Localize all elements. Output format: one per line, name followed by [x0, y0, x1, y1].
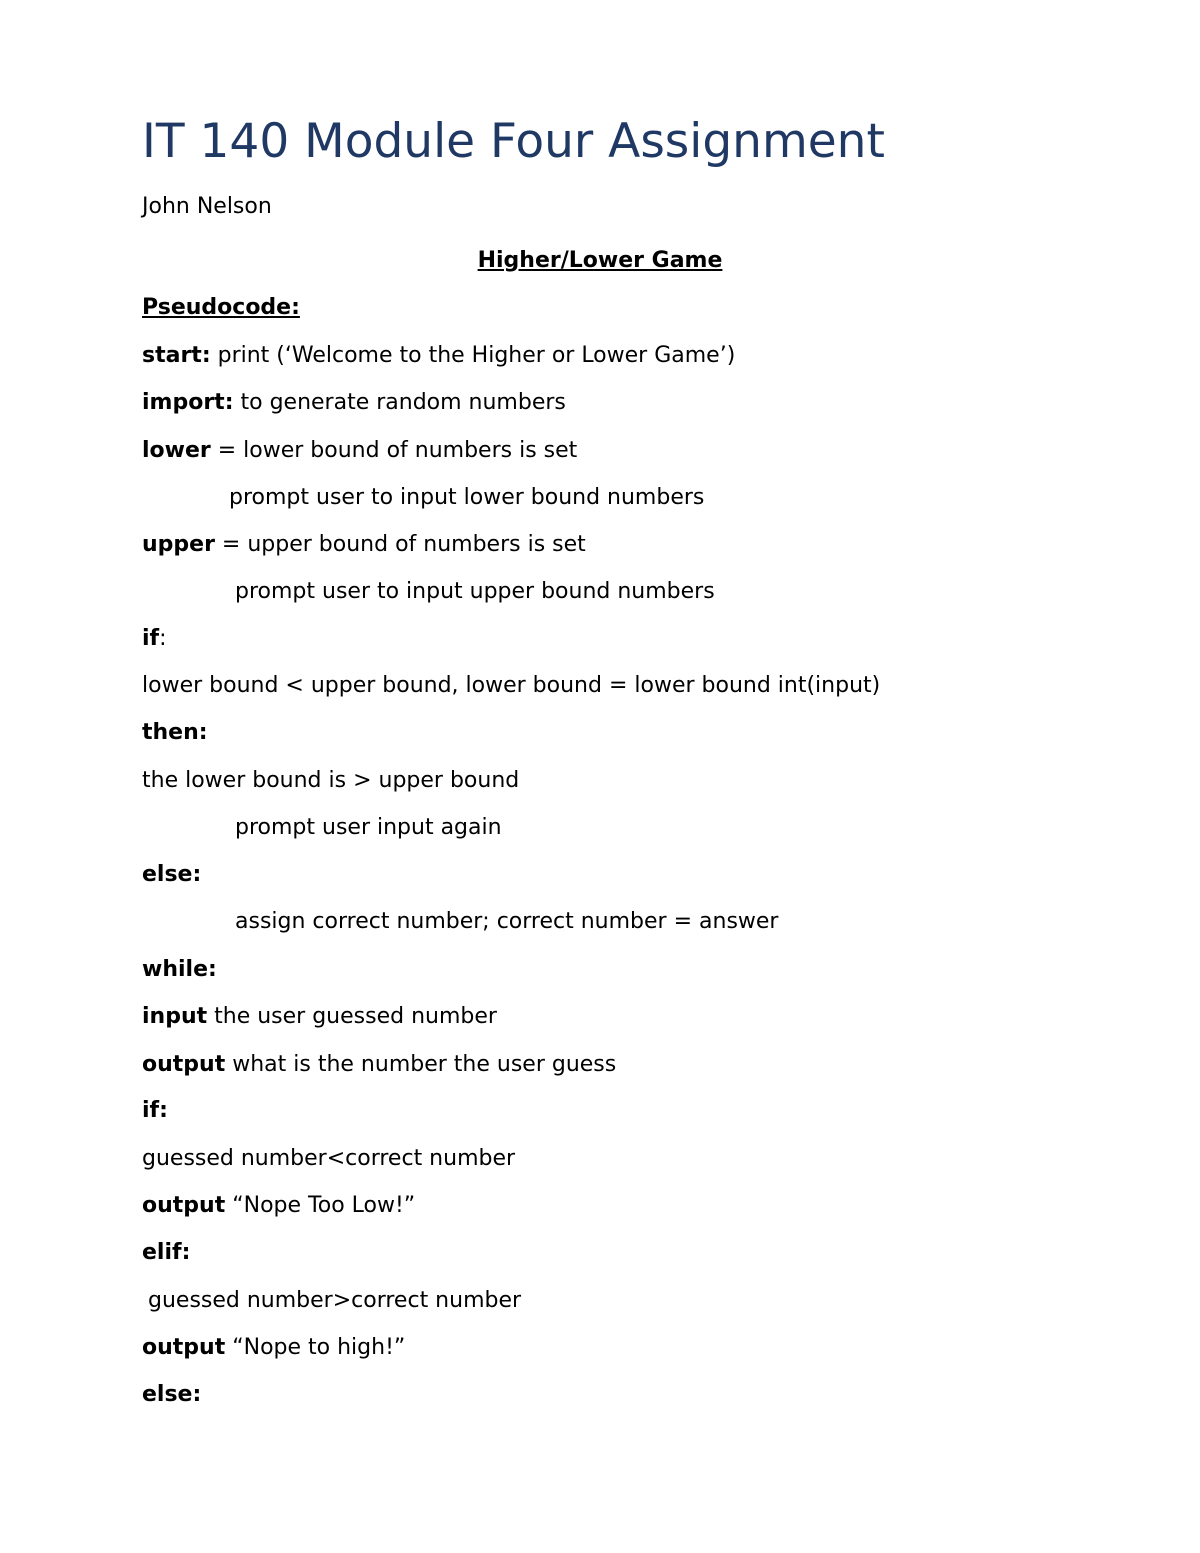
pseudocode-text: assign correct number; correct number = answer [235, 909, 779, 934]
pseudocode-keyword: upper [142, 532, 215, 557]
pseudocode-text: guessed number>correct number [148, 1288, 522, 1313]
pseudocode-keyword: input [142, 1004, 208, 1029]
pseudocode-keyword: elif: [142, 1240, 191, 1265]
pseudocode-line [235, 577, 715, 607]
pseudocode-text: prompt user to input upper bound numbers [235, 579, 715, 604]
document-subtitle: Higher/Lower Game [477, 248, 723, 273]
pseudocode-text: “Nope Too Low!” [225, 1193, 416, 1218]
pseudocode-line [142, 530, 586, 560]
pseudocode-line [235, 813, 502, 843]
pseudocode-line [142, 955, 217, 985]
pseudocode-line [142, 624, 167, 654]
pseudocode-line [142, 1096, 168, 1126]
pseudocode-keyword: if: [142, 1098, 168, 1123]
pseudocode-text: the user guessed number [207, 1004, 497, 1029]
document-title: IT 140 Module Four Assignment [142, 114, 885, 169]
pseudocode-text: prompt user to input lower bound numbers [229, 485, 705, 510]
pseudocode-line [142, 1238, 190, 1268]
pseudocode-text: “Nope to high!” [225, 1335, 406, 1360]
pseudocode-line [142, 341, 735, 371]
pseudocode-keyword: while: [142, 957, 217, 982]
pseudocode-line [148, 1286, 521, 1316]
pseudocode-line [142, 766, 519, 796]
pseudocode-text: = upper bound of numbers is set [214, 532, 586, 557]
pseudocode-line [142, 436, 577, 466]
pseudocode-keyword: else: [142, 1382, 202, 1407]
pseudocode-text: to generate random numbers [233, 390, 566, 415]
pseudocode-line [142, 1333, 405, 1363]
pseudocode-line [142, 1050, 616, 1080]
pseudocode-text: the lower bound is > upper bound [142, 768, 520, 793]
pseudocode-text: lower bound < upper bound, lower bound = lower bound int(input) [142, 673, 881, 698]
pseudocode-line [142, 1144, 515, 1174]
pseudocode-keyword: else: [142, 862, 202, 887]
pseudocode-text: print (‘Welcome to the Higher or Lower Game’) [210, 343, 736, 368]
pseudocode-keyword: output [142, 1193, 226, 1218]
pseudocode-line [229, 483, 704, 513]
pseudocode-line [142, 860, 201, 890]
pseudocode-text: prompt user input again [235, 815, 502, 840]
pseudocode-text: : [159, 626, 167, 651]
author-name: John Nelson [142, 194, 272, 219]
pseudocode-keyword: output [142, 1052, 226, 1077]
pseudocode-line [142, 1380, 201, 1410]
pseudocode-keyword: lower [142, 438, 211, 463]
pseudocode-keyword: if [142, 626, 160, 651]
pseudocode-keyword: then: [142, 720, 208, 745]
pseudocode-line [235, 907, 778, 937]
pseudocode-keyword: import: [142, 390, 234, 415]
pseudocode-text: = lower bound of numbers is set [210, 438, 578, 463]
pseudocode-keyword: start: [142, 343, 211, 368]
section-label: Pseudocode: [142, 295, 300, 320]
pseudocode-line [142, 388, 566, 418]
pseudocode-text: guessed number<correct number [142, 1146, 516, 1171]
pseudocode-line [142, 1002, 497, 1032]
pseudocode-line [142, 671, 880, 701]
pseudocode-line [142, 1191, 415, 1221]
pseudocode-keyword: output [142, 1335, 226, 1360]
pseudocode-line [142, 718, 208, 748]
pseudocode-text: what is the number the user guess [225, 1052, 617, 1077]
